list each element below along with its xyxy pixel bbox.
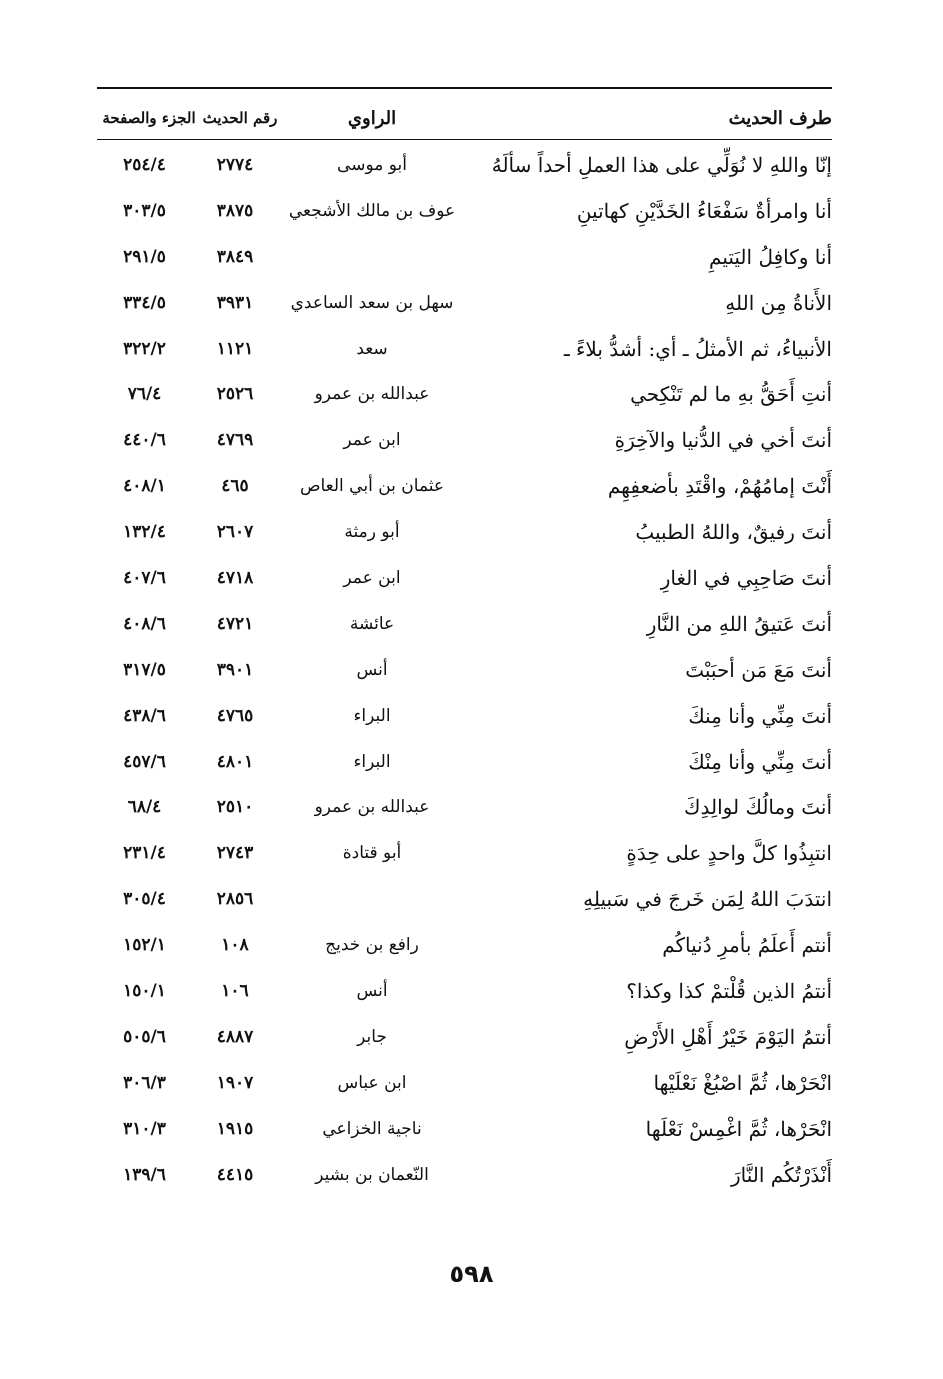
header-number: رقم الحديث [202, 109, 278, 127]
hadith-number: ٢٧٤٣ [216, 843, 254, 864]
volume-page: ٤٠٨/٦ [123, 613, 166, 634]
hadith-text: الأنبياءُ، ثم الأمثلُ ـ أي: أشدُّ بلاءً ـ [563, 336, 832, 361]
hadith-number: ٢٧٧٤ [216, 154, 254, 175]
hadith-number: ٢٥٢٦ [216, 384, 254, 405]
narrator-name [272, 876, 472, 922]
hadith-number: ٤٧٦٩ [216, 430, 254, 451]
hadith-text: أنتَ مِنِّي وأنا مِنْكَ [688, 749, 832, 774]
hadith-text: أَنْذَرْتُكُم النَّارَ [731, 1162, 832, 1187]
volume-page: ٤٥٧/٦ [123, 751, 166, 772]
volume-page: ٥٠٥/٦ [123, 1026, 166, 1047]
header-volume-page: الجزء والصفحة [102, 109, 196, 127]
hadith-text: انتدَبَ اللهُ لِمَن خَرجَ في سَبيلِهِ [583, 887, 832, 912]
volume-page: ١٥٢/١ [123, 935, 166, 956]
table-body [97, 142, 832, 1197]
narrator-name: سهل بن سعد الساعدي [290, 292, 454, 313]
narrator-name: النّعمان بن بشير [315, 1164, 429, 1185]
volume-page: ١٣٢/٤ [123, 522, 166, 543]
hadith-text: أنتَ عَتيقُ اللهِ من النَّارِ [646, 611, 832, 636]
table-row [97, 142, 832, 188]
volume-page: ٢٥٤/٤ [123, 154, 166, 175]
hadith-number: ٤٦٥ [221, 476, 249, 497]
narrator-name: ابن عمر [343, 430, 401, 451]
volume-page: ٤٤٠/٦ [123, 430, 166, 451]
table-row [97, 234, 832, 280]
volume-page: ١٥٠/١ [123, 980, 166, 1001]
hadith-number: ٣٨٧٥ [216, 200, 254, 221]
table-row [97, 1152, 832, 1198]
volume-page: ٣١٧/٥ [123, 659, 166, 680]
table-row [97, 1014, 832, 1060]
hadith-text: أنتَ مِنِّي وأنا مِنكَ [688, 703, 832, 728]
hadith-number: ٤٧٢١ [216, 613, 254, 634]
header-hadith: طرف الحديث [728, 107, 832, 129]
table-row [97, 830, 832, 876]
table-row [97, 188, 832, 234]
hadith-number: ٤٧٦٥ [216, 705, 254, 726]
hadith-number: ١٠٦ [221, 980, 249, 1001]
table-row [97, 922, 832, 968]
hadith-text: أنا وكافِلُ اليَتيمِ [709, 244, 832, 269]
volume-page: ٣٠٦/٣ [123, 1072, 166, 1093]
hadith-number: ٢٨٥٦ [216, 889, 254, 910]
hadith-number: ٤٨٠١ [216, 751, 254, 772]
table-row [97, 784, 832, 830]
narrator-name: عبدالله بن عمرو [314, 384, 430, 405]
page-number: ٥٩٨ [449, 1260, 494, 1288]
narrator-name: عوف بن مالك الأشجعي [288, 200, 456, 221]
hadith-number: ٢٦٠٧ [216, 522, 254, 543]
hadith-text: أنتم أَعلَمُ بأمرِ دُنياكُم [662, 933, 832, 958]
hadith-text: أَنْتَ إمامُهُمْ، واقْتَدِ بأضعفِهِم [607, 474, 832, 499]
table-row [97, 509, 832, 555]
volume-page: ٢٩١/٥ [123, 246, 166, 267]
volume-page: ٣٣٤/٥ [123, 292, 166, 313]
hadith-number: ٤٧١٨ [216, 567, 254, 588]
narrator-name: أبو رمثة [344, 522, 400, 543]
table-row [97, 1060, 832, 1106]
hadith-text: انْحَرْها، ثُمَّ اصْبُغْ نَعْلَيْها [653, 1070, 832, 1095]
hadith-text: أنتَ رفيقٌ، واللهُ الطبيبُ [635, 520, 832, 545]
volume-page: ٣٠٥/٤ [123, 889, 166, 910]
table-header [97, 100, 832, 136]
volume-page: ٤٠٧/٦ [123, 567, 166, 588]
hadith-number: ١٠٨ [221, 935, 249, 956]
narrator-name: البراء [353, 751, 391, 772]
hadith-text: أنتمُ اليَوْمَ خَيْرُ أَهْلِ الأَرْضِ [624, 1024, 832, 1049]
narrator-name: عائشة [349, 613, 395, 634]
table-row [97, 326, 832, 372]
hadith-text: أنتَ أخي في الدُّنيا والآخِرَةِ [614, 428, 832, 453]
hadith-text: انْحَرْها، ثُمَّ اغْمِسْ نَعْلَها [645, 1116, 832, 1141]
volume-page: ٣٠٣/٥ [123, 200, 166, 221]
table-row [97, 647, 832, 693]
narrator-name: البراء [353, 705, 391, 726]
narrator-name: أبو موسى [337, 154, 407, 175]
volume-page: ٣٢٢/٢ [123, 338, 166, 359]
narrator-name [272, 234, 472, 280]
hadith-number: ٢٥١٠ [216, 797, 254, 818]
hadith-text: إنّا واللهِ لا نُوَلِّي على هذا العملِ أحداً سألَهُ [491, 152, 832, 177]
table-row [97, 417, 832, 463]
hadith-text: أنتَ صَاحِبِي في الغارِ [660, 565, 832, 590]
narrator-name: أبو قتادة [342, 843, 402, 864]
narrator-name: ناجية الخزاعي [322, 1118, 422, 1139]
hadith-number: ١٩١٥ [216, 1118, 254, 1139]
narrator-name: أنس [356, 980, 388, 1001]
hadith-number: ٤٨٨٧ [216, 1026, 254, 1047]
narrator-name: رافع بن خديج [325, 935, 419, 956]
volume-page: ٣١٠/٣ [123, 1118, 166, 1139]
hadith-text: انتبِذُوا كلَّ واحدٍ على حِدَةٍ [626, 841, 832, 866]
hadith-text: الأَناةُ مِن اللهِ [725, 290, 832, 315]
hadith-number: ٣٩٠١ [216, 659, 254, 680]
table-row [97, 463, 832, 509]
table-row [97, 739, 832, 785]
top-rule [97, 87, 832, 89]
narrator-name: ابن عمر [343, 567, 401, 588]
header-rule [97, 139, 832, 140]
volume-page: ١٣٩/٦ [123, 1164, 166, 1185]
volume-page: ٦٨/٤ [127, 797, 162, 818]
header-narrator: الراوي [347, 107, 397, 129]
table-row [97, 371, 832, 417]
narrator-name: عبدالله بن عمرو [314, 797, 430, 818]
hadith-number: ٣٩٣١ [216, 292, 254, 313]
narrator-name: عثمان بن أبي العاص [299, 476, 445, 497]
narrator-name: سعد [356, 338, 388, 359]
hadith-number: ١١٢١ [216, 338, 254, 359]
table-row [97, 876, 832, 922]
hadith-text: أنتمُ الذين قُلْتمْ كذا وكذا؟ [626, 978, 832, 1003]
narrator-name: ابن عباس [337, 1072, 407, 1093]
table-row [97, 601, 832, 647]
hadith-text: أنتَ مَعَ مَن أحبَبْتَ [685, 657, 832, 682]
hadith-number: ١٩٠٧ [216, 1072, 254, 1093]
hadith-text: أنتَ ومالُكَ لوالِدِكَ [684, 795, 832, 820]
hadith-text: أنا وامرأةٌ سَفْعَاءُ الخَدَّيْنِ كهاتينِ [576, 198, 832, 223]
volume-page: ٢٣١/٤ [123, 843, 166, 864]
table-row [97, 693, 832, 739]
hadith-text: أنتِ أَحَقُّ بهِ ما لم تَنْكِحي [630, 382, 832, 407]
hadith-number: ٤٤١٥ [216, 1164, 254, 1185]
volume-page: ٤٠٨/١ [123, 476, 166, 497]
table-row [97, 280, 832, 326]
volume-page: ٧٦/٤ [127, 384, 162, 405]
hadith-number: ٣٨٤٩ [216, 246, 254, 267]
table-row [97, 968, 832, 1014]
volume-page: ٤٣٨/٦ [123, 705, 166, 726]
table-row [97, 1106, 832, 1152]
table-row [97, 555, 832, 601]
narrator-name: أنس [356, 659, 388, 680]
narrator-name: جابر [357, 1026, 387, 1047]
